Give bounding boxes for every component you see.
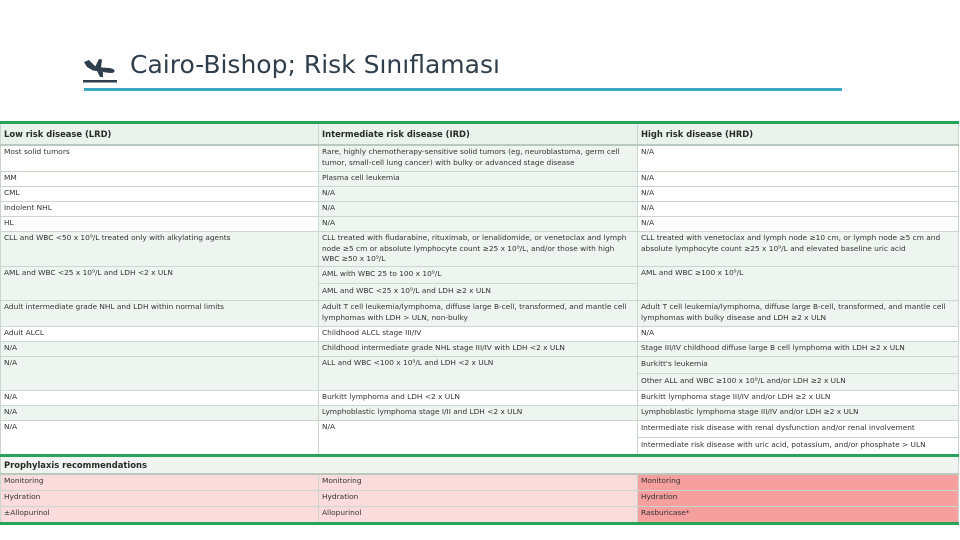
table-cell-split [638, 357, 959, 391]
table-row [1, 342, 959, 357]
table-cell: Monitoring [1, 474, 319, 491]
table-cell: Monitoring [319, 474, 638, 491]
risk-classification-table [0, 121, 959, 525]
table-cell: N/A [638, 145, 959, 172]
table-row [1, 391, 959, 406]
prophylaxis-row [1, 491, 959, 507]
table-cell: N/A [638, 202, 959, 217]
table-row [1, 217, 959, 232]
table-cell: Indolent NHL [1, 202, 319, 217]
title-underline [84, 88, 842, 91]
table-cell: ±Allopurinol [1, 507, 319, 524]
table-cell: N/A [319, 202, 638, 217]
table-subcell: Burkitt's leukemia [638, 357, 958, 374]
table-cell: Adult ALCL [1, 327, 319, 342]
prophylaxis-row [1, 474, 959, 491]
table-cell: Most solid tumors [1, 145, 319, 172]
table-cell: ALL and WBC <100 x 10⁹/L and LDH <2 x ULN [319, 357, 638, 391]
prophylaxis-header: Prophylaxis recommendations [1, 456, 959, 475]
table-header-row [1, 123, 959, 146]
header-intermediate-risk: Intermediate risk disease (IRD) [319, 123, 638, 146]
table-cell: N/A [638, 187, 959, 202]
table-row [1, 406, 959, 421]
table-cell: N/A [1, 406, 319, 421]
table-cell-split [319, 267, 638, 301]
table-subcell: AML and WBC <25 x 10⁹/L and LDH ≥2 x ULN [322, 286, 491, 295]
table-cell: AML and WBC <25 x 10⁹/L and LDH <2 x ULN [1, 267, 319, 301]
table-cell: Monitoring [638, 474, 959, 491]
table-cell: N/A [319, 187, 638, 202]
table-cell: MM [1, 172, 319, 187]
table-cell: N/A [638, 327, 959, 342]
table-cell: Adult intermediate grade NHL and LDH within normal limits [1, 301, 319, 327]
table-cell: Childhood ALCL stage III/IV [319, 327, 638, 342]
table-row [1, 357, 959, 391]
table-cell: CLL treated with venetoclax and lymph node ≥10 cm, or lymph node ≥5 cm and absolute lymphocyte count ≥25 x 10⁹/L and elevated baseline uric acid [638, 232, 959, 267]
table-cell: Hydration [638, 491, 959, 507]
slide-title: Cairo-Bishop; Risk Sınıflaması [130, 50, 500, 79]
table-cell: Childhood intermediate grade NHL stage III/IV with LDH <2 x ULN [319, 342, 638, 357]
table-cell: N/A [1, 421, 319, 456]
table-cell: N/A [1, 391, 319, 406]
table-cell: Rare, highly chemotherapy-sensitive solid tumors (eg, neuroblastoma, germ cell tumor, small-cell lung cancer) with bulky or advanced stage disease [319, 145, 638, 172]
table-cell: N/A [319, 421, 638, 456]
table-subcell: AML with WBC 25 to 100 x 10⁹/L [319, 267, 637, 284]
table-cell: N/A [638, 172, 959, 187]
table-cell: Stage III/IV childhood diffuse large B cell lymphoma with LDH ≥2 x ULN [638, 342, 959, 357]
table-cell: HL [1, 217, 319, 232]
table-cell: N/A [319, 217, 638, 232]
table-row [1, 145, 959, 172]
table-row [1, 327, 959, 342]
table-cell: N/A [1, 342, 319, 357]
table-cell: CML [1, 187, 319, 202]
table-cell: Allopurinol [319, 507, 638, 524]
table-cell-split [638, 421, 959, 456]
header-low-risk: Low risk disease (LRD) [1, 123, 319, 146]
table-row [1, 421, 959, 456]
table-cell: N/A [1, 357, 319, 391]
risk-table-container [0, 121, 960, 526]
table-cell: Plasma cell leukemia [319, 172, 638, 187]
table-cell: Burkitt lymphoma stage III/IV and/or LDH ≥2 x ULN [638, 391, 959, 406]
table-cell: AML and WBC ≥100 x 10⁹/L [638, 267, 959, 301]
table-cell: CLL treated with fludarabine, rituximab, or lenalidomide, or venetoclax and lymph node ≥5 cm or absolute lymphocyte count ≥25 x 10⁹/L, and/or those with high WBC ≥50 x 10⁹/L [319, 232, 638, 267]
table-cell: Lymphoblastic lymphoma stage III/IV and/or LDH ≥2 x ULN [638, 406, 959, 421]
table-cell: Burkitt lymphoma and LDH <2 x ULN [319, 391, 638, 406]
table-cell: Hydration [1, 491, 319, 507]
prophylaxis-row [1, 507, 959, 524]
table-row [1, 267, 959, 301]
table-cell: CLL and WBC <50 x 10⁹/L treated only with alkylating agents [1, 232, 319, 267]
header-high-risk: High risk disease (HRD) [638, 123, 959, 146]
table-row [1, 232, 959, 267]
table-cell: N/A [638, 217, 959, 232]
prophylaxis-header-row [1, 456, 959, 475]
table-cell: Hydration [319, 491, 638, 507]
table-row [1, 172, 959, 187]
table-subcell: Other ALL and WBC ≥100 x 10⁹/L and/or LDH ≥2 x ULN [641, 376, 846, 385]
table-cell: Rasburicase* [638, 507, 959, 524]
table-cell: Adult T cell leukemia/lymphoma, diffuse large B-cell, transformed, and mantle cell lymphomas with LDH > ULN, non-bulky [319, 301, 638, 327]
table-cell: Lymphoblastic lymphoma stage I/II and LDH <2 x ULN [319, 406, 638, 421]
table-row [1, 187, 959, 202]
airplane-landing-icon [82, 56, 118, 84]
table-row [1, 202, 959, 217]
slide-header [82, 48, 842, 92]
table-row [1, 301, 959, 327]
table-cell: Adult T cell leukemia/lymphoma, diffuse large B-cell, transformed, and mantle cell lymphomas with bulky disease and LDH ≥2 x ULN [638, 301, 959, 327]
table-subcell: Intermediate risk disease with uric acid, potassium, and/or phosphate > ULN [641, 440, 926, 449]
table-subcell: Intermediate risk disease with renal dysfunction and/or renal involvement [638, 421, 958, 438]
